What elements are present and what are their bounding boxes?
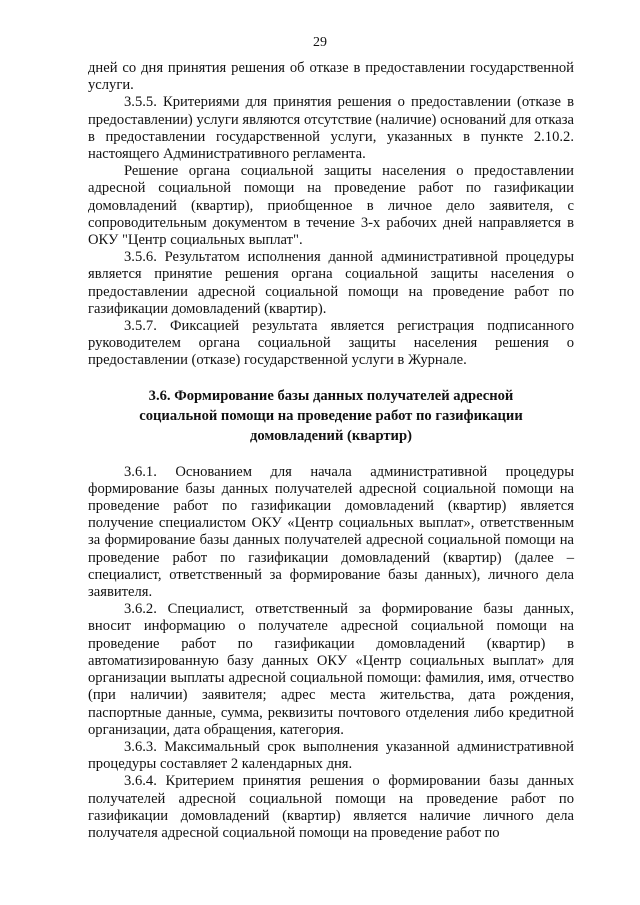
paragraph-3-6-1: 3.6.1. Основанием для начала административной процедуры формирование базы данных получателей адресной социальной помощи на проведение работ по газификации домовладений (квартир) является получение специалистом ОКУ «Центр социальных выплат», ответственным за формирование базы данных получателей адресной социальной помощи на проведение работ по газификации домовладений (квартир) (далее – специалист, ответственный за формирование базы данных), личного дела заявителя. (88, 463, 574, 601)
paragraph-3-6-3: 3.6.3. Максимальный срок выполнения указанной административной процедуры составляет 2 календарных дня. (88, 738, 574, 773)
paragraph-3-5-6: 3.5.6. Результатом исполнения данной административной процедуры является принятие решения органа социальной защиты населения о предоставлении адресной социальной помощи на проведение работ по газификации домовладений (квартир). (88, 249, 574, 317)
section-heading-line-3: домовладений (квартир) (250, 427, 412, 444)
paragraph-3-5-5: 3.5.5. Критериями для принятия решения о предоставлении (отказе в предоставлении) услуги являются отсутствие (наличие) оснований для отказа в предоставлении государственной услуги, указанных в пункте 2.10.2. настоящего Административного регламента. (88, 94, 574, 163)
section-heading-line-1: 3.6. Формирование базы данных получателей адресной (148, 387, 514, 404)
document-body (88, 60, 574, 842)
section-heading (88, 386, 574, 446)
paragraph-decision: Решение органа социальной защиты населения о предоставлении адресной социальной помощи на проведение работ по газификации домовладений (квартир), приобщенное в личное дело заявителя, с сопроводительным документом в течение 3-х рабочих дней направляется в ОКУ "Центр социальных выплат". (88, 163, 574, 249)
paragraph-continuation: дней со дня принятия решения об отказе в предоставлении государственной услуги. (88, 60, 574, 94)
section-heading-line-2: социальной помощи на проведение работ по газификации (139, 407, 523, 424)
page-number: 29 (313, 35, 327, 50)
paragraph-3-6-2: 3.6.2. Специалист, ответственный за формирование базы данных, вносит информацию о получателе адресной социальной помощи на проведение работ по газификации домовладений (квартир) в автоматизированную базу данных ОКУ «Центр социальных выплат» для организации выплаты адресной социальной помощи: фамилия, имя, отчество (при наличии) заявителя; адрес места жительства, дата рождения, паспортные данные, сумма, реквизиты почтового отделения либо кредитной организации, дата обращения, категория. (88, 601, 574, 738)
paragraph-3-6-4: 3.6.4. Критерием принятия решения о формировании базы данных получателей адресной социальной помощи на проведение работ по газификации домовладений (квартир) является наличие личного дела получателя адресной социальной помощи на проведение работ по (88, 773, 574, 841)
paragraph-3-5-7: 3.5.7. Фиксацией результата является регистрация подписанного руководителем органа социальной защиты населения решения о предоставлении (отказе) государственной услуги в Журнале. (88, 318, 574, 369)
